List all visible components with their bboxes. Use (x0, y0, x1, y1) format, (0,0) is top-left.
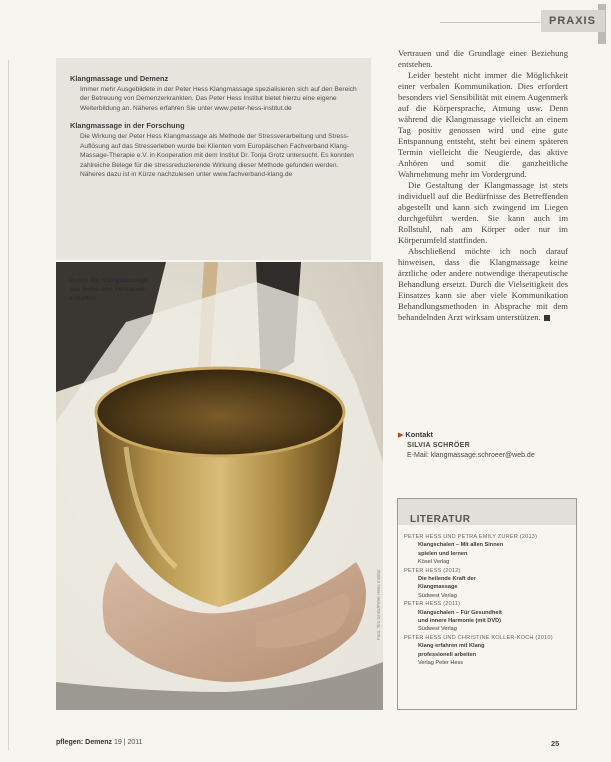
contact-name: SILVIA SCHRÖER (407, 442, 470, 449)
photo-credit: Foto: Tim Grotz/Peter Hess Institut (376, 569, 381, 640)
literature-entry (404, 567, 572, 601)
literature-line: professionell arbeiten (418, 651, 477, 658)
literature-line: spielen und lernen (418, 550, 468, 557)
literature-entry (404, 533, 572, 567)
info-section-dementia (70, 74, 361, 113)
literature-author: PETER HESS UND PETRA EMILY ZURER (2013) (404, 534, 538, 540)
photo-caption: Durch die Klangmassage aus Ruhe und Vertrauen schaffen. (69, 277, 148, 302)
info-section-title: Klangmassage und Demenz (70, 74, 169, 83)
header-rule (440, 22, 540, 23)
literature-publisher: Südwest Verlag (418, 626, 457, 633)
footer-issue: 19 | 2011 (113, 739, 143, 746)
literature-publisher: Kösel Verlag (418, 559, 450, 566)
article-paragraph-text: Abschließend möchte ich noch darauf hinweisen, dass die Klangmassage keine ärztliche oder andere notwendige therapeutische Behandlung ersetzt. Durch die Vielseitigkeit des Einsatzes kann sie aber viele Kommunikation Behandlungsmethoden in Absprache mit dem behandelnden Arzt wirksam unterstützen. (398, 246, 568, 322)
end-square-icon (544, 315, 550, 321)
info-box (56, 58, 371, 260)
literature-publisher: Südwest Verlag (418, 592, 457, 599)
info-section-research (70, 121, 361, 180)
literature-list (404, 533, 572, 668)
margin-line (8, 60, 9, 750)
footer-issue-info (56, 739, 143, 746)
info-section-text: Die Wirkung der Peter Hess Klangmassage als Methode der Stressverarbeitung und Stress-Auflösung auf das Stresserleben wurde bei Klienten vom Europäischen Fachverband Klang-Massage-Therapie e.V. in Kooperation mit dem Institut Dr. Tonja Grotz untersucht. Es konnten zahlreiche Belege für die stressreduzierende Wirkung dieser Methode gefunden werden. Näheres dazu ist in Kürze nachzulesen unter www.fachverband-klang.de (80, 132, 354, 179)
literature-line: Klang erfahren mit Klang (418, 643, 485, 650)
literature-line: Klangschalen – Mit allen Sinnen (418, 542, 504, 549)
article-body-column (398, 48, 568, 323)
photo-illustration (56, 262, 383, 710)
literature-line: Klangschalen – Für Gesundheit (418, 609, 502, 616)
contact-email[interactable]: E-Mail: klangmassage.schroeer@web.de (407, 452, 535, 459)
article-paragraph: Die Gestaltung der Klangmassage ist stets individuell auf die Bedürfnisse des Betreffenden abgestellt und kann sich zwingend im Liegen durchgeführt werden. Sie kann auch im Rollstuhl, nah am Körper oder nur im Körperumfeld stattfinden. (398, 180, 568, 245)
literature-line: und innere Harmonie (mit DVD) (418, 618, 501, 625)
article-paragraph: Leider besteht nicht immer die Möglichkeit einer verbalen Kommunikation. Dies erfordert besonders viel Sensibilität mit einem Augenmerk auf die Körpersprache, Atmung usw. Denn während die Klangmassage vielleicht an einem Tag positiv genossen wird und eine gute Entspannung entsteht, steht bei einem späteren Termin vielleicht die Neugierde, das aktive Anhören und somit die ganzheitliche Wahrnehmung mehr im Vordergrund. (398, 70, 568, 179)
literature-line: Klangmassage (418, 584, 458, 591)
literature-line: Die heilende Kraft der (418, 576, 476, 583)
contact-title: Kontakt (405, 430, 433, 439)
article-paragraph: Vertrauen und die Grundlage einer Beziehung entstehen. (398, 48, 568, 69)
literature-author: PETER HESS (2011) (404, 601, 461, 608)
footer-brand: pflegen: Demenz (56, 739, 113, 746)
literature-author: PETER HESS UND CHRISTINE KOLLER-KOCH (2010) (404, 634, 553, 641)
literature-entry (404, 634, 572, 668)
literature-author: PETER HESS (2012) (404, 567, 461, 574)
info-section-text: Immer mehr Ausgebildete in der Peter Hess Klangmassage spezialisieren sich auf den Bereich der Betreuung von Demenzerkrankten. Das Peter Hess Institut bietet hierzu eine eigene Weiterbildung an. Näheres erfahren Sie unter www.peter-hess-institut.de (80, 85, 357, 112)
contact-block (398, 430, 578, 461)
section-label: PRAXIS (541, 10, 605, 32)
singing-bowl-photo (56, 262, 383, 710)
arrow-icon: ▶ (398, 432, 404, 439)
info-section-title: Klangmassage in der Forschung (70, 121, 185, 131)
literature-box (397, 498, 577, 710)
article-paragraph-final (398, 246, 568, 323)
literature-title: LITERATUR (410, 514, 471, 525)
literature-publisher: Verlag Peter Hess (418, 660, 464, 667)
literature-entry (404, 600, 572, 634)
page-number: 25 (551, 739, 560, 748)
